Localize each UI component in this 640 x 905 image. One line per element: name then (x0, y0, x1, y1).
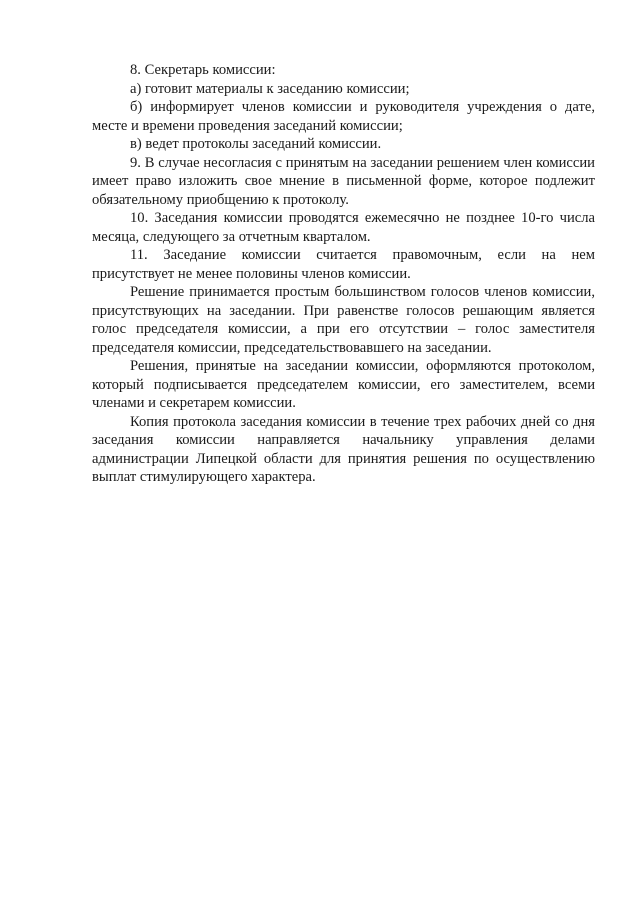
paragraph-duty-a: а) готовит материалы к заседанию комиссии; (130, 80, 410, 97)
paragraph-item-9: 9. В случае несогласия с принятым на заседании решением член комиссии имеет право изложить свое мнение в письменной форме, которое подлежит обязательному приобщению к протоколу. (92, 154, 595, 208)
paragraph-item-11: 11. Заседание комиссии считается правомочным, если на нем присутствует не менее половины членов комиссии. (92, 247, 595, 282)
paragraph-decision-majority: Решение принимается простым большинством голосов членов комиссии, присутствующих на заседании. При равенстве голосов решающим является голос председателя комиссии, а при его отсутствии – голос заместителя председателя комиссии, председательствовавшего на заседании. (92, 284, 595, 356)
document-body (92, 61, 595, 487)
paragraph-duty-c: в) ведет протоколы заседаний комиссии. (130, 136, 382, 152)
paragraph-duty-b: б) информирует членов комиссии и руководителя учреждения о дате, месте и времени проведения заседаний комиссии; (92, 99, 595, 134)
paragraph-secretary-duties: 8. Секретарь комиссии: (130, 62, 276, 78)
paragraph-decision-protocol: Решения, принятые на заседании комиссии, оформляются протоколом, который подписывается председателем комиссии, его заместителем, всеми членами и секретарем комиссии. (92, 358, 595, 411)
paragraph-item-10: 10. Заседания комиссии проводятся ежемесячно не позднее 10-го числа месяца, следующего за отчетным кварталом. (92, 210, 595, 245)
paragraph-protocol-copy: Копия протокола заседания комиссии в течение трех рабочих дней со дня заседания комиссии направляется начальнику управления делами администрации Липецкой области для принятия решения по осуществлению выплат стимулирующего характера. (92, 413, 595, 485)
